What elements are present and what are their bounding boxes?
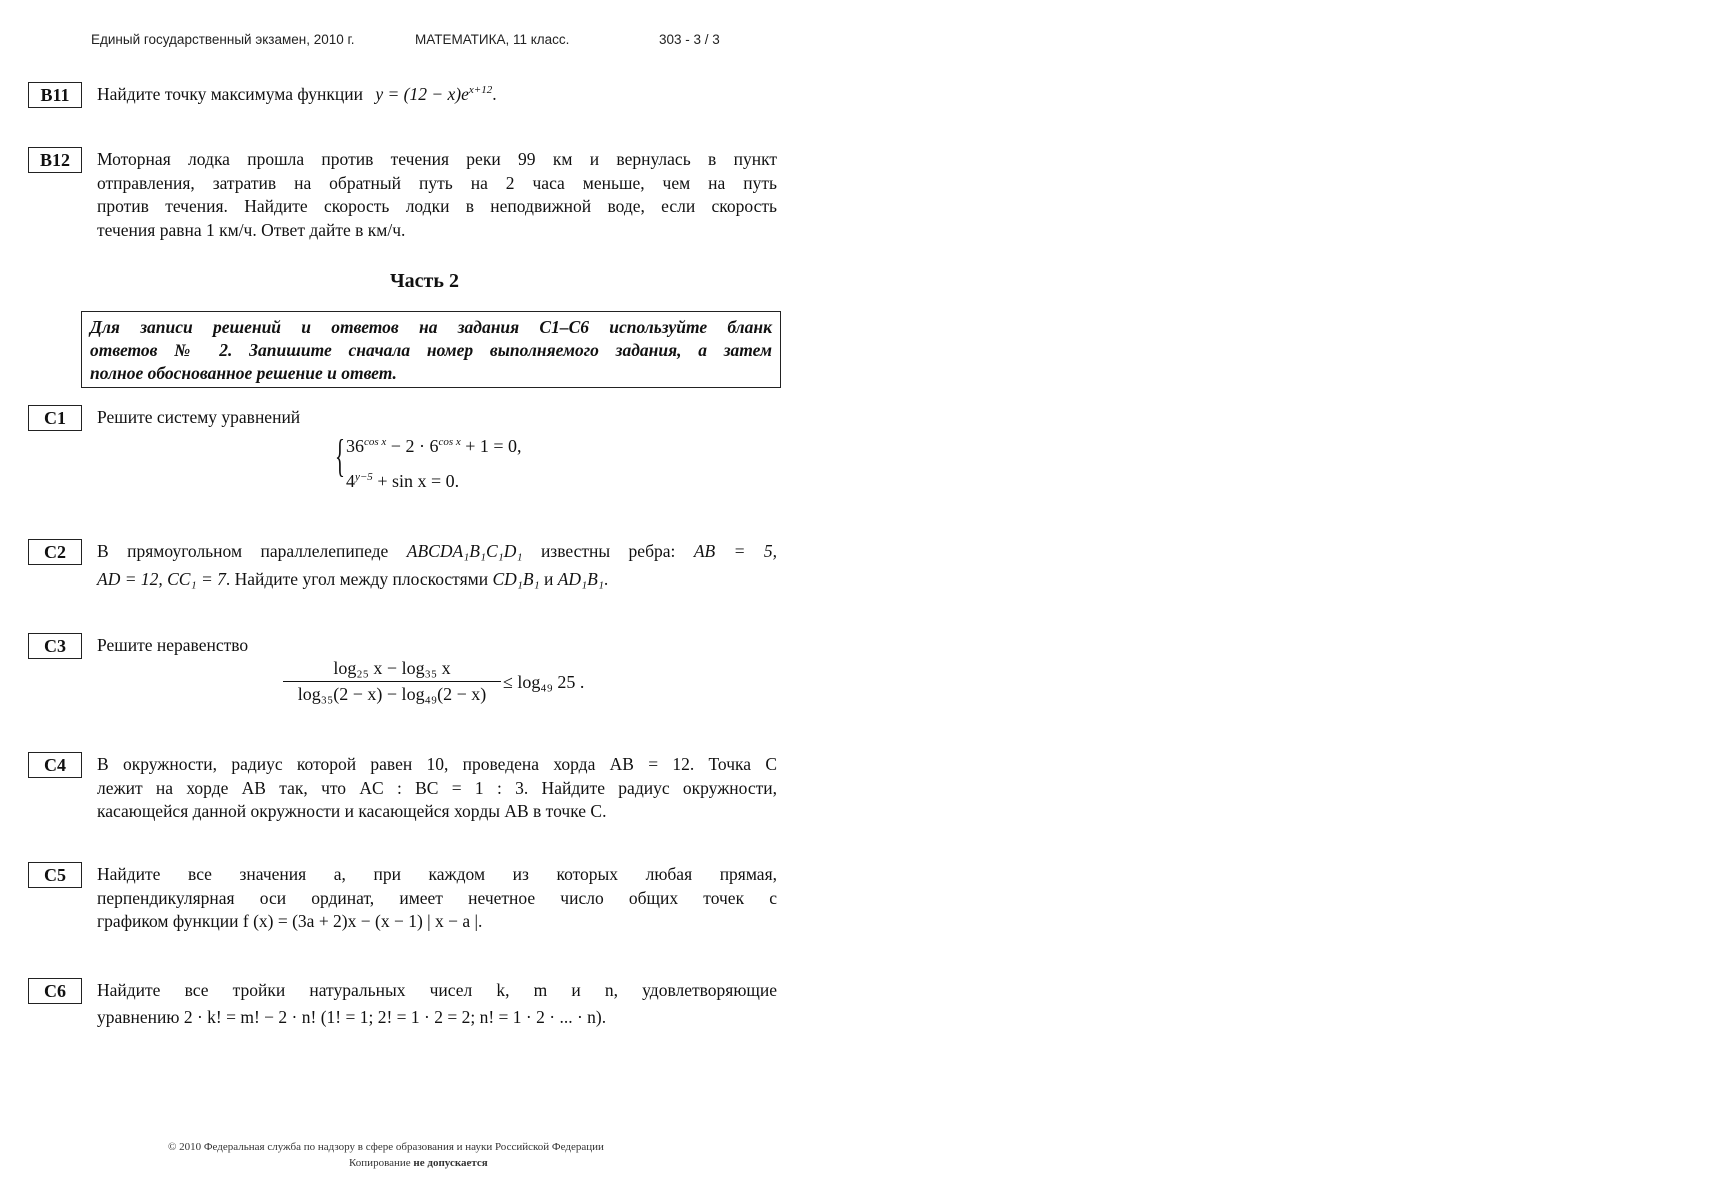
system-brace: { — [335, 430, 345, 481]
task-label-c1: C1 — [28, 405, 82, 431]
header-page: 303 - 3 / 3 — [659, 32, 720, 47]
c4-line: касающейся данной окружности и касающейся хорды AB в точке C. — [97, 801, 607, 821]
task-c5 — [97, 863, 777, 934]
c6-line: Найдите все тройки натуральных чисел k, m и n, удовлетворяющие — [97, 980, 777, 1000]
note-line: Для записи решений и ответов на задания С1–С6 используйте бланк — [90, 317, 772, 337]
b11-formula: $y = (12 - x)e^{x+12}$ — [375, 84, 493, 104]
b11-text: Найдите точку максимума функции — [97, 84, 363, 104]
task-c1: Решите систему уравнений — [97, 407, 301, 427]
b12-line: течения равна 1 км/ч. Ответ дайте в км/ч. — [97, 219, 406, 240]
c3-denominator: log₃₅(2 − x) − log₄₉(2 − x) — [283, 681, 501, 705]
c5-line: графиком функции f (x) = (3a + 2)x − (x − 1) | x − a |. — [97, 911, 483, 931]
task-label-c5: C5 — [28, 862, 82, 888]
c3-rhs: ≤ log₄₉ 25 . — [503, 672, 585, 692]
part-title: Часть 2 — [390, 270, 459, 292]
footer-copyright: © 2010 Федеральная служба по надзору в сфере образования и науки Российской Федерации — [168, 1141, 604, 1153]
task-label-c4: C4 — [28, 752, 82, 778]
c5-line: Найдите все значения a, при каждом из которых любая прямая, — [97, 864, 777, 884]
c1-equation-1: $36^{cos x} - 2 \cdot 6^{cos x} + 1 = 0$, — [346, 436, 522, 456]
c3-fraction — [283, 658, 501, 705]
task-c6 — [97, 979, 777, 1029]
c5-line: перпендикулярная оси ординат, имеет нечетное число общих точек с — [97, 887, 777, 908]
c4-line: В окружности, радиус которой равен 10, проведена хорда AB = 12. Точка C — [97, 754, 777, 774]
header-subject: МАТЕМАТИКА, 11 класс. — [415, 32, 570, 47]
task-b11: Найдите точку максимума функции $y = (12 - x)e^{x+12}$. — [97, 84, 497, 104]
c4-line: лежит на хорде AB так, что AC : BC = 1 : 3. Найдите радиус окружности, — [97, 777, 777, 798]
task-label-c2: C2 — [28, 539, 82, 565]
b12-line: против течения. Найдите скорость лодки в неподвижной воде, если скорость — [97, 196, 777, 216]
task-label-c6: C6 — [28, 978, 82, 1004]
b12-line: Моторная лодка прошла против течения реки 99 км и вернулась в пункт — [97, 149, 777, 169]
c6-line: уравнению 2 · k! = m! − 2 · n! (1! = 1; 2! = 1 · 2 = 2; n! = 1 · 2 · ... · n). — [97, 1006, 607, 1027]
b12-line: отправления, затратив на обратный путь на 2 часа меньше, чем на путь — [97, 172, 777, 193]
note-line: полное обоснованное решение и ответ. — [90, 363, 397, 383]
task-c2: В прямоугольном параллелепипеде ABCDA₁B₁C₁D₁ известны ребра: AB = 5, AD = 12, CC₁ = 7. Найдите угол между плоскостями CD₁B₁ и AD₁B₁. — [97, 541, 778, 589]
footer-copy-notice: Копирование не допускается — [349, 1157, 488, 1169]
task-label-c3: C3 — [28, 633, 82, 659]
instructions-box — [81, 311, 781, 388]
task-c4 — [97, 753, 777, 824]
task-label-b12: B12 — [28, 147, 82, 173]
header-exam: Единый государственный экзамен, 2010 г. — [91, 32, 355, 47]
note-line: ответов № 2. Запишите сначала номер выполняемого задания, а затем — [90, 340, 772, 360]
task-label-b11: B11 — [28, 82, 82, 108]
task-b12 — [97, 148, 777, 242]
task-c3: Решите неравенство — [97, 635, 249, 655]
c1-equation-2: $4^{y-5} + \sin x = 0$. — [346, 471, 460, 491]
c3-numerator: log₂₅ x − log₃₅ x — [333, 658, 451, 678]
